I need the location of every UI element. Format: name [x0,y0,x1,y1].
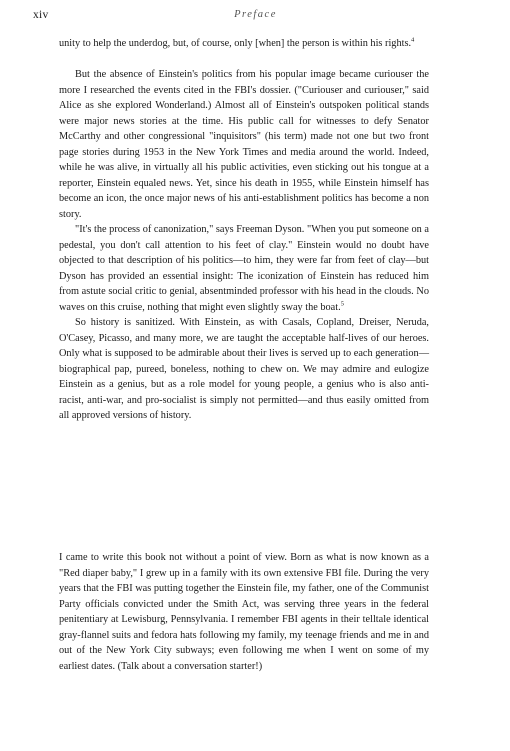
paragraph: I came to write this book not without a point of view. Born as what is now known as a "Red diaper baby," I grew up in a family with its own extensive FBI file. During the very years that the FBI was putting together the Einstein file, my father, one of the Communist Party officials convicted under the Smith Act, was serving three years in the federal penitentiary at Lewisburg, Pennsylvania. I remember FBI agents in their telltale identical gray-flannel suits and fedora hats following my family, my teenage friends and me in and out of the New York City subways; even following me when I went on some of my earliest dates. (Talk about a conversation starter!) [59,552,429,672]
paragraph-continued: unity to help the underdog, but, of course, only [when] the person is within his rights.$^4$ [59,36,415,49]
page-number: xiv [33,9,49,21]
paragraph: So history is sanitized. With Einstein, as with Casals, Copland, Dreiser, Neruda, O'Casey, Picasso, and many more, we are taught the acceptable half-lives of our heroes. Only what is supposed to be admirable about their lives is served up to each generation—biographical pap, pureed, boneless, nothing to chew on. We may admire and eulogize Einstein as a genius, but as a role model for young people, a genius who is also anti-racist, anti-war, and pro-socialist is simply not permitted—and thus easily omitted from all approved versions of history. [59,317,429,421]
page-header [33,9,478,23]
paragraph: But the absence of Einstein's politics from his popular image became curiouser the more I researched the events cited in the FBI's dossier. ("Curiouser and curiouser," said Alice as she explored Wonderland.) Almost all of Einstein's outspoken political stands were major news stories at the time. His public call for witnesses to defy Senator McCarthy and other congressional "inquisitors" (his term) made not one but two front page stories during 1953 in the New York Times and media around the world. Indeed, while he was alive, in virtually all his public activities, even sticking out his tongue at a reporter, Einstein equaled news. Yet, since his death in 1955, while Einstein himself has become an icon, the once major news of his anti-establishment politics has become a non story. [59,69,429,220]
body-text-bottom [59,550,429,674]
paragraph-spacer [59,52,429,68]
body-text-top [59,36,429,424]
footnote-marker: 5 [340,300,344,308]
footnote-marker: 4 [411,36,415,44]
running-title: Preface [234,9,277,20]
paragraph: "It's the process of canonization," says Freeman Dyson. "When you put someone on a pedestal, you don't call attention to his feet of clay." Einstein would no doubt have objected to that description of his politics—to him, they were far from feet of clay—but Dyson has provided an essential insight: The iconization of Einstein has reduced him from astute social critic to genial, absentminded professor with his head in the clouds. No waves on this cruise, nothing that might even slightly sway the boat.$^5$ [59,224,429,313]
